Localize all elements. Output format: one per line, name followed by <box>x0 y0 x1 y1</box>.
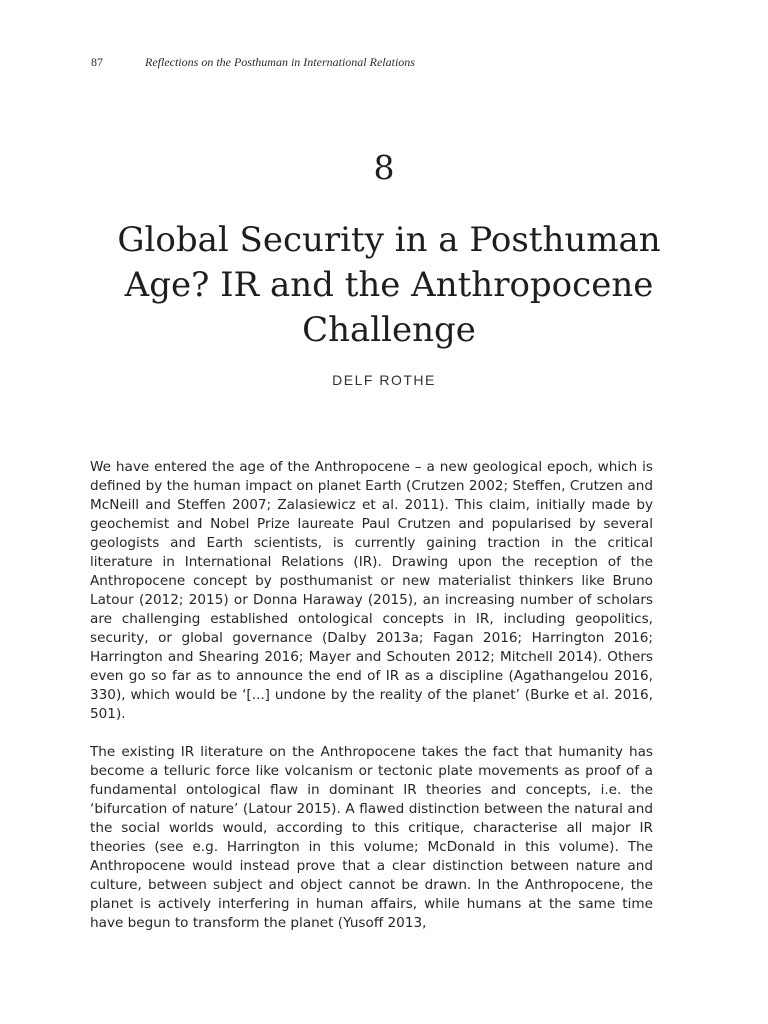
paragraph: We have entered the age of the Anthropocene – a new geological epoch, which is defined by the human impact on planet Earth (Crutzen 2002; Steffen, Crutzen and McNeill and Steffen 2007; Zalasiewicz et al. 2011). This claim, initially made by geochemist and Nobel Prize laureate Paul Crutzen and popularised by several geologists and Earth scientists, is currently gaining traction in the critical literature in International Relations (IR). Drawing upon the reception of the Anthropocene concept by posthumanist or new materialist thinkers like Bruno Latour (2012; 2015) or Donna Haraway (2015), an increasing number of scholars are challenging established ontological concepts in IR, including geopolitics, security, or global governance (Dalby 2013a; Fagan 2016; Harrington 2016; Harrington and Shearing 2016; Mayer and Schouten 2012; Mitchell 2014). Others even go so far as to announce the end of IR as a discipline (Agathangelou 2016, 330), which would be ‘[...] undone by the reality of the planet’ (Burke et al. 2016, 501). <box>90 459 653 722</box>
chapter-title-line: Challenge <box>302 310 476 350</box>
body-text <box>90 458 653 952</box>
running-head <box>91 55 677 70</box>
chapter-title-line: Age? IR and the Anthropocene <box>124 265 654 305</box>
paragraph: The existing IR literature on the Anthropocene takes the fact that humanity has become a telluric force like volcanism or tectonic plate movements as proof of a fundamental ontological flaw in dominant IR theories and concepts, i.e. the ‘bifurcation of nature’ (Latour 2015). A flawed distinction between the natural and the social worlds would, according to this critique, characterise all major IR theories (see e.g. Harrington in this volume; McDonald in this volume). The Anthropocene would instead prove that a clear distinction between nature and culture, between subject and object cannot be drawn. In the Anthropocene, the planet is actively interfering in human affairs, while humans at the same time have begun to transform the planet (Yusoff 2013, <box>90 744 653 931</box>
chapter-number: 8 <box>373 148 395 187</box>
chapter-title-line: Global Security in a Posthuman <box>117 220 661 260</box>
author-name: DELF ROTHE <box>332 372 436 388</box>
running-title: Reflections on the Posthuman in International Relations <box>145 55 415 69</box>
page-number: 87 <box>91 55 103 69</box>
chapter-title <box>70 218 708 353</box>
